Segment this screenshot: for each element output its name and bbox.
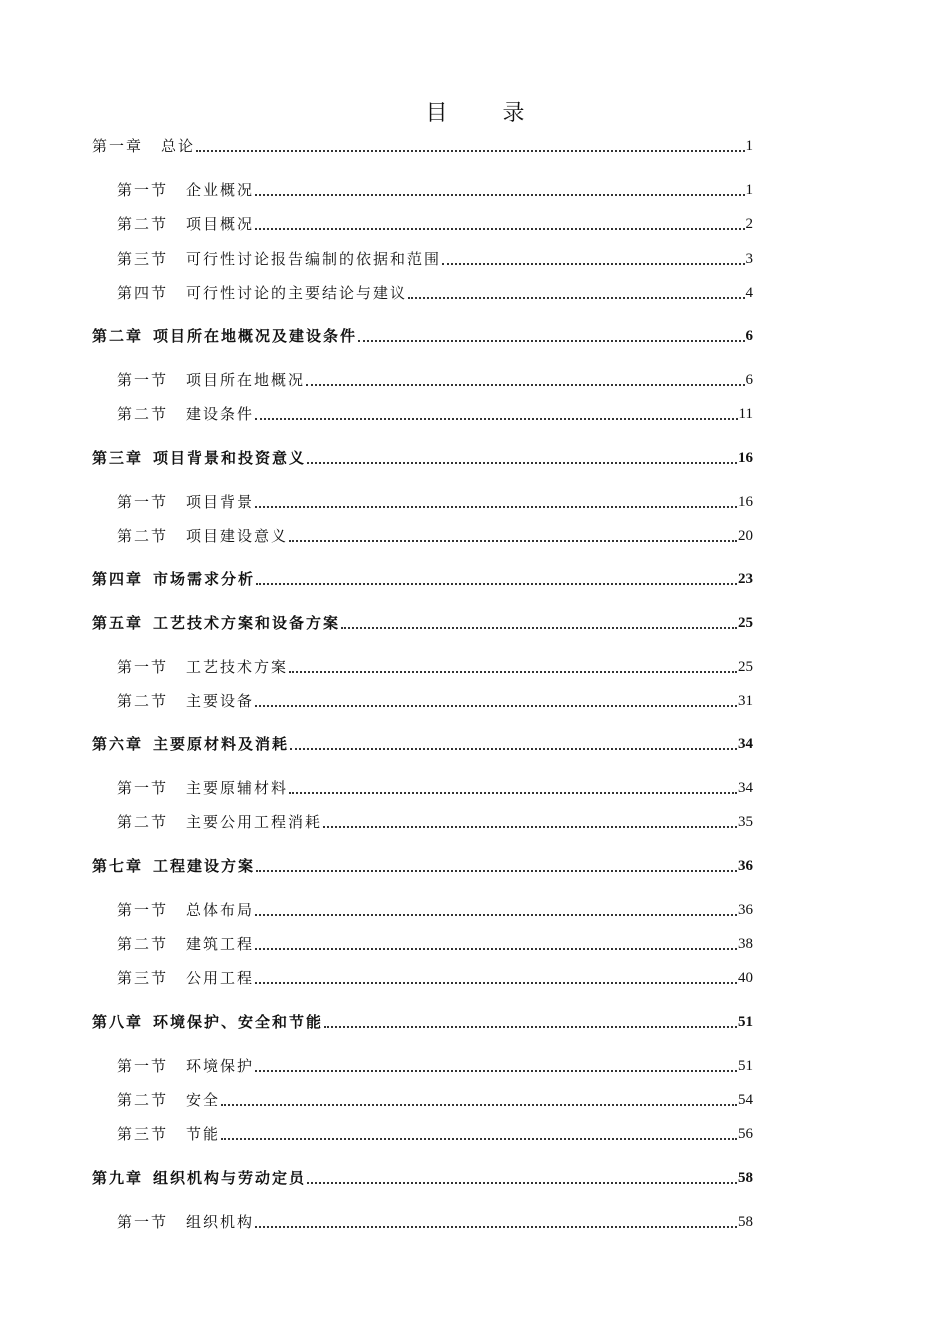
toc-entry-label (117, 690, 254, 712)
toc-entry-label (117, 967, 254, 989)
toc-entry-text: 项目背景和投资意义 (153, 449, 307, 467)
toc-section-entry[interactable] (117, 811, 753, 833)
toc-entry-text: 节能 (186, 1125, 221, 1143)
toc-page-number: 16 (738, 450, 753, 466)
toc-entry-label (117, 248, 441, 270)
toc-section-entry[interactable] (117, 1089, 753, 1111)
toc-page-number: 6 (745, 328, 753, 344)
toc-section-entry[interactable] (117, 1055, 753, 1077)
toc-page-number: 16 (738, 494, 753, 510)
toc-page-number: 25 (738, 615, 753, 631)
toc-section-entry[interactable] (117, 403, 753, 425)
toc-entry-number: 第二节 (117, 692, 169, 710)
toc-page-number: 2 (745, 216, 753, 232)
toc-entry-label (117, 656, 288, 678)
toc-entry-label (92, 855, 255, 877)
toc-entry-text: 公用工程 (186, 969, 255, 987)
toc-page-number: 20 (738, 528, 753, 544)
toc-section-entry[interactable] (117, 525, 753, 547)
toc-entry-label (117, 403, 254, 425)
toc-entry-number: 第一节 (117, 371, 169, 389)
dot-leader (290, 747, 737, 750)
toc-entry-number: 第三节 (117, 969, 169, 987)
toc-section-entry[interactable] (117, 1211, 753, 1233)
toc-entry-label (92, 135, 195, 157)
toc-entry-label (117, 811, 322, 833)
toc-entry-label (117, 899, 254, 921)
toc-entry-number: 第二节 (117, 935, 169, 953)
dot-leader (442, 262, 744, 265)
toc-entry-label (117, 1123, 220, 1145)
toc-entry-text: 环境保护 (186, 1057, 255, 1075)
toc-entry-text: 总体布局 (186, 901, 255, 919)
toc-section-entry[interactable] (117, 933, 753, 955)
toc-entry-text: 项目背景 (186, 493, 255, 511)
toc-chapter-entry[interactable] (92, 612, 753, 634)
toc-entry-label (117, 282, 407, 304)
toc-chapter-entry[interactable] (92, 1167, 753, 1189)
toc-entry-label (117, 777, 288, 799)
toc-entry-number: 第二节 (117, 1091, 169, 1109)
toc-title: 目 录 (425, 101, 549, 126)
toc-section-entry[interactable] (117, 656, 753, 678)
dot-leader (358, 339, 744, 342)
dot-leader (196, 149, 744, 152)
dot-leader (255, 913, 737, 916)
toc-entry-label (92, 325, 357, 347)
dot-leader (255, 505, 737, 508)
toc-page-number: 1 (745, 138, 753, 154)
dot-leader (255, 981, 737, 984)
dot-leader (307, 461, 737, 464)
dot-leader (255, 227, 744, 230)
toc-chapter-entry[interactable] (92, 325, 753, 347)
toc-section-entry[interactable] (117, 967, 753, 989)
toc-chapter-entry[interactable] (92, 568, 753, 590)
dot-leader (221, 1103, 737, 1106)
toc-page-number: 36 (738, 902, 753, 918)
toc-section-entry[interactable] (117, 369, 753, 391)
toc-entry-label (117, 369, 305, 391)
toc-entry-number: 第二节 (117, 215, 169, 233)
toc-entry-number: 第七章 (92, 857, 144, 875)
toc-entry-text: 安全 (186, 1091, 221, 1109)
toc-section-entry[interactable] (117, 213, 753, 235)
toc-page-number: 11 (738, 406, 753, 422)
toc-entry-text: 组织机构 (186, 1213, 255, 1231)
toc-entry-label (92, 733, 289, 755)
dot-leader (256, 869, 737, 872)
dot-leader (307, 1181, 737, 1184)
toc-entry-number: 第一节 (117, 493, 169, 511)
dot-leader (221, 1137, 737, 1140)
toc-page-number: 51 (738, 1014, 753, 1030)
toc-entry-number: 第三章 (92, 449, 144, 467)
toc-section-entry[interactable] (117, 179, 753, 201)
toc-page-number: 54 (738, 1092, 753, 1108)
toc-section-entry[interactable] (117, 491, 753, 513)
toc-page-number: 38 (738, 936, 753, 952)
toc-entry-number: 第五章 (92, 614, 144, 632)
dot-leader (255, 947, 737, 950)
toc-page-number: 56 (738, 1126, 753, 1142)
dot-leader (289, 670, 737, 673)
toc-entry-text: 主要公用工程消耗 (186, 813, 323, 831)
toc-section-entry[interactable] (117, 282, 753, 304)
toc-page-number: 40 (738, 970, 753, 986)
toc-chapter-entry[interactable] (92, 1011, 753, 1033)
toc-entry-text: 主要原辅材料 (186, 779, 289, 797)
toc-chapter-entry[interactable] (92, 855, 753, 877)
toc-entry-number: 第二章 (92, 327, 144, 345)
toc-entry-label (117, 179, 254, 201)
toc-entry-label (92, 1011, 323, 1033)
toc-chapter-entry[interactable] (92, 447, 753, 469)
toc-entry-number: 第一章 (92, 137, 144, 155)
toc-page-number: 31 (738, 693, 753, 709)
toc-entry-number: 第三节 (117, 250, 169, 268)
toc-page-number: 58 (738, 1214, 753, 1230)
toc-page-number: 34 (738, 736, 753, 752)
toc-entry-text: 工程建设方案 (153, 857, 256, 875)
toc-entry-label (117, 1055, 254, 1077)
toc-entry-number: 第一节 (117, 1057, 169, 1075)
dot-leader (324, 1025, 737, 1028)
toc-entry-number: 第六章 (92, 735, 144, 753)
dot-leader (289, 539, 737, 542)
toc-section-entry[interactable] (117, 248, 753, 270)
toc-entry-label (117, 213, 254, 235)
toc-entry-text: 环境保护、安全和节能 (153, 1013, 324, 1031)
toc-entry-text: 市场需求分析 (153, 570, 256, 588)
toc-page-number: 6 (745, 372, 753, 388)
toc-section-entry[interactable] (117, 899, 753, 921)
toc-entry-text: 可行性讨论的主要结论与建议 (186, 284, 408, 302)
dot-leader (341, 626, 737, 629)
toc-entry-text: 企业概况 (186, 181, 255, 199)
toc-entry-text: 组织机构与劳动定员 (153, 1169, 307, 1187)
toc-entry-number: 第四节 (117, 284, 169, 302)
toc-entry-number: 第一节 (117, 779, 169, 797)
toc-page-number: 51 (738, 1058, 753, 1074)
dot-leader (256, 582, 737, 585)
toc-entry-number: 第一节 (117, 658, 169, 676)
toc-entry-number: 第八章 (92, 1013, 144, 1031)
toc-section-entry[interactable] (117, 1123, 753, 1145)
dot-leader (255, 1225, 737, 1228)
toc-entry-text: 工艺技术方案 (186, 658, 289, 676)
toc-entry-text: 项目所在地概况及建设条件 (153, 327, 358, 345)
toc-entry-label (117, 1211, 254, 1233)
dot-leader (255, 417, 738, 420)
toc-entry-number: 第二节 (117, 405, 169, 423)
toc-page-number: 1 (745, 182, 753, 198)
toc-page-number: 4 (745, 285, 753, 301)
toc-entry-number: 第二节 (117, 813, 169, 831)
toc-entry-text: 项目概况 (186, 215, 255, 233)
toc-entry-label (117, 1089, 220, 1111)
dot-leader (255, 193, 744, 196)
toc-entry-number: 第一节 (117, 901, 169, 919)
toc-page-number: 35 (738, 814, 753, 830)
toc-entry-text: 建设条件 (186, 405, 255, 423)
dot-leader (306, 383, 744, 386)
toc-entry-text: 主要设备 (186, 692, 255, 710)
toc-entry-label (92, 1167, 306, 1189)
toc-page-number: 58 (738, 1170, 753, 1186)
toc-entry-label (92, 568, 255, 590)
toc-entry-label (92, 612, 340, 634)
dot-leader (323, 825, 737, 828)
toc-section-entry[interactable] (117, 777, 753, 799)
toc-entry-label (117, 933, 254, 955)
toc-entry-text: 建筑工程 (186, 935, 255, 953)
dot-leader (408, 296, 744, 299)
toc-entry-number: 第三节 (117, 1125, 169, 1143)
toc-entry-label (117, 525, 288, 547)
toc-page-number: 3 (745, 251, 753, 267)
toc-page-number: 34 (738, 780, 753, 796)
toc-entry-number: 第九章 (92, 1169, 144, 1187)
dot-leader (255, 704, 737, 707)
toc-section-entry[interactable] (117, 690, 753, 712)
dot-leader (255, 1069, 737, 1072)
toc-entry-number: 第二节 (117, 527, 169, 545)
toc-page-number: 25 (738, 659, 753, 675)
dot-leader (289, 791, 737, 794)
toc-chapter-entry[interactable] (92, 733, 753, 755)
toc-entry-text: 可行性讨论报告编制的依据和范围 (186, 250, 442, 268)
toc-page-number: 36 (738, 858, 753, 874)
toc-entry-label (92, 447, 306, 469)
toc-entry-text: 工艺技术方案和设备方案 (153, 614, 341, 632)
toc-entry-number: 第一节 (117, 1213, 169, 1231)
toc-entry-label (117, 491, 254, 513)
toc-entry-number: 第一节 (117, 181, 169, 199)
toc-entry-text: 项目建设意义 (186, 527, 289, 545)
toc-entry-text: 主要原材料及消耗 (153, 735, 290, 753)
toc-page-number: 23 (738, 571, 753, 587)
toc-entry-number: 第四章 (92, 570, 144, 588)
toc-chapter-entry[interactable] (92, 135, 753, 157)
toc-entry-text: 总论 (161, 137, 196, 155)
toc-entry-text: 项目所在地概况 (186, 371, 306, 389)
